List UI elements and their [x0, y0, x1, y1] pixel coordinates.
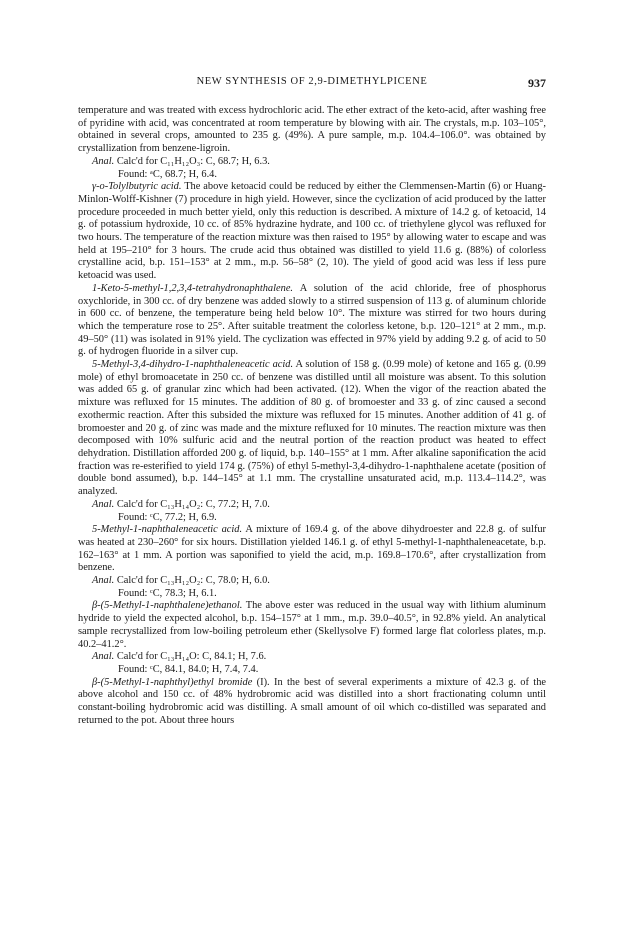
page-number: 937 — [528, 76, 546, 90]
analysis-calc: Anal. Calc'd for C₁₁H₁₂O₃: C, 68.7; H, 6.3. — [92, 155, 270, 167]
analysis-found: Found: ᶜC, 84.1, 84.0; H, 7.4, 7.4. — [118, 663, 259, 675]
paragraph: β-(5-Methyl-1-naphthalene)ethanol. The above ester was reduced in the usual way with lithium aluminum hydride to yield the expected alcohol, b.p. 154–157° at 1 mm., m.p. 39.0–40.5°, in 92.8% yield. An analytical sample recrystallized from low-boiling petroleum ether (Skellysolve F) formed large flat colorless plates, m.p. 40.2–41.2°. — [78, 600, 546, 650]
analysis-calc: Anal. Calc'd for C₁₃H₁₄O₂: C, 77.2; H, 7.0. — [92, 498, 270, 510]
paragraph: 5-Methyl-1-naphthaleneacetic acid. A mixture of 169.4 g. of the above dihydroester and 22.8 g. of sulfur was heated at 230–260° for six hours. Distillation yielded 146.1 g. of ethyl 5-methyl-1-naphthaleneacetate, b.p. 162–163° at 1 mm. A portion was saponified to yield the acid, m.p. 169.8–170.6°, after crystallization from benzene. — [78, 524, 546, 574]
article-body — [78, 105, 546, 727]
paragraph: temperature and was treated with excess hydrochloric acid. The ether extract of the keto-acid, after washing free of pyridine with acid, was concentrated at room temperature by blowing with air. The crystals, m.p. 103–105°, obtained in several crops, amounted to 235 g. (49%). A pure sample, m.p. 104.4–106.0°. was obtained by crystallization from benzene-ligroin. — [78, 105, 546, 155]
paragraph: γ-o-Tolylbutyric acid. The above ketoacid could be reduced by either the Clemmensen-Martin (6) or Huang-Minlon-Wolff-Kishner (7) procedure in high yield. However, since the cyclization of acid produced by the latter procedure proceeded in much better yield, only this reduction is described. A mixture of 14.2 g. of ketoacid, 14 g. of potassium hydroxide, 10 cc. of 85% hydrazine hydrate, and 100 cc. of triethylene glycol was refluxed for two hours. The temperature of the reaction mixture was then raised to 195° by allowing water to escape and was held at 195–210° for 3 hours. The crude acid thus obtained was distilled to yield 11.6 g. (88%) of colorless crystalline acid, b.p. 151–153° at 2 mm., m.p. 56–58° (2, 10). The yield of good acid was less if less pure ketoacid was used. — [78, 181, 546, 282]
running-head: NEW SYNTHESIS OF 2,9-DIMETHYLPICENE — [196, 76, 428, 87]
analysis-found: Found: ᵃC, 68.7; H, 6.4. — [118, 168, 217, 180]
paragraph: 5-Methyl-3,4-dihydro-1-naphthaleneacetic acid. A solution of 158 g. (0.99 mole) of ketone and 165 g. (0.99 mole) of ethyl bromoacetate in 250 cc. of benzene was distilled until all moisture was absent. To this solution was added 65 g. of granular zinc which had been activated. (12). When the vigor of the reaction abated the mixture was refluxed for 15 minutes. The addition of 80 g. of bromoester and 33 g. of zinc caused a second exothermic reaction. After this subsided the mixture was refluxed for 15 minutes. Another addition of 41 g. of bromoester and 20 g. of zinc was made and the mixture refluxed for 10 minutes. The reaction mixture was then decomposed with 10% sulfuric acid and the neutral portion of the reaction product was heated to effect dehydration. Distillation afforded 200 g. of liquid, b.p. 140–155° at 1 mm. After alkaline saponification the acid fraction was re-esterified to yield 174 g. (75%) of ethyl 5-methyl-3,4-dihydro-1-naphthalene acetate (position of double bond assumed), b.p. 144–145° at 1.1 mm. The crystalline unsaturated acid, m.p. 113.4–114.2°, was analyzed. — [78, 359, 546, 498]
paragraph: β-(5-Methyl-1-naphthyl)ethyl bromide (I). In the best of several experiments a mixture of 42.3 g. of the above alcohol and 150 cc. of 48% hydrobromic acid was distilled into a short fractionating column until constant-boiling hydrobromic acid was distilling. A small amount of oil which co-distilled was separated and returned to the pot. About three hours — [78, 676, 547, 726]
analysis-found: Found: ᶜC, 78.3; H, 6.1. — [118, 587, 217, 599]
analysis-calc: Anal. Calc'd for C₁₃H₁₂O₂: C, 78.0; H, 6.0. — [92, 575, 270, 587]
page-header — [78, 76, 546, 92]
analysis-calc: Anal. Calc'd for C₁₃H₁₄O: C, 84.1; H, 7.6. — [92, 651, 267, 663]
analysis-found: Found: ᶜC, 77.2; H, 6.9. — [118, 511, 217, 523]
paragraph: 1-Keto-5-methyl-1,2,3,4-tetrahydronaphthalene. A solution of the acid chloride, free of phosphorus oxychloride, in 300 cc. of dry benzene was added slowly to a stirred suspension of 113 g. of aluminum chloride in 600 cc. of benzene, the temperature being held below 10°. The mixture was stirred for two hours during which the temperature rose to 25°. After suitable treatment the colorless ketone, b.p. 120–121° at 2 mm., m.p. 49–50° (11) was isolated in 91% yield. The cyclization was effected in 97% yield by adding 9.2 g. of acid to 50 g. of hydrogen fluoride in a silver cup. — [78, 282, 546, 358]
